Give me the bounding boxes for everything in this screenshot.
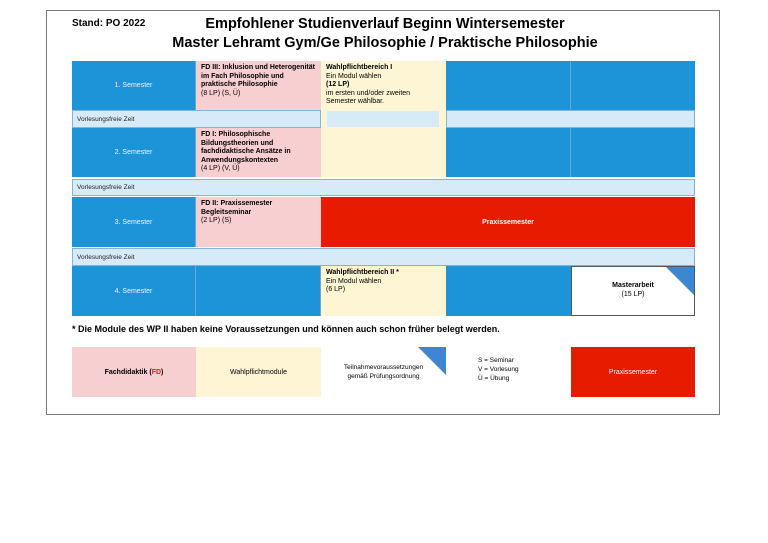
module-wp1-line1: Ein Modul wählen	[326, 72, 382, 80]
module-wp2-lp: (6 LP)	[326, 286, 346, 293]
legend-fd-abbr: FD	[151, 368, 162, 376]
prerequisite-triangle-icon	[418, 347, 446, 375]
module-fd1-title: FD I: Philosophische Bildungstheorien und fachdidaktische Ansätze in Anwendungskontexten	[201, 131, 291, 164]
title-line-2: Master Lehramt Gym/Ge Philosophie / Praktische Philosophie	[172, 35, 598, 51]
module-fd2-lp: (2 LP) (S)	[201, 217, 232, 224]
semester-2-label: 2. Semester	[72, 128, 196, 177]
legend-fd-prefix: Fachdidaktik (	[104, 368, 152, 376]
module-fd1-lp: (4 LP) (V, Ü)	[201, 165, 240, 172]
empty-cell	[196, 266, 321, 316]
module-wp1-lp: (12 LP)	[326, 81, 350, 88]
break-row-1-wp-segment	[327, 111, 439, 127]
break-row-2: Vorlesungsfreie Zeit	[72, 179, 695, 196]
break-row-1: Vorlesungsfreie Zeit	[72, 110, 321, 128]
module-wp1-title: Wahlpflichtbereich I	[326, 64, 393, 71]
break-row-3: Vorlesungsfreie Zeit	[72, 248, 695, 266]
module-fd1	[196, 128, 321, 177]
empty-cell	[446, 266, 571, 316]
footnote: * Die Module des WP II haben keine Voraussetzungen und können auch schon früher belegt werden.	[72, 324, 500, 334]
legend-praxissemester: Praxissemester	[571, 347, 695, 397]
semester-4-label: 4. Semester	[72, 266, 196, 316]
module-fd2-title: FD II: Praxissemester Begleitseminar	[201, 200, 273, 216]
legend-fd-suffix: )	[161, 368, 164, 376]
module-wp2-title: Wahlpflichtbereich II *	[326, 269, 399, 276]
empty-cell	[571, 61, 695, 110]
legend-teilnahmevoraussetzungen	[321, 347, 446, 397]
module-fd2	[196, 197, 321, 247]
legend-seminar: S = Seminar	[478, 357, 514, 364]
legend-abbreviations	[478, 356, 568, 383]
legend-wahlpflichtmodule: Wahlpflichtmodule	[196, 347, 321, 397]
legend-fachdidaktik	[72, 347, 196, 397]
legend-teil-line1: Teilnahmevoraussetzungen	[343, 364, 424, 371]
module-masterarbeit-title: Masterarbeit	[612, 282, 654, 289]
stand-label: Stand: PO 2022	[72, 18, 146, 29]
break-row-1-right	[446, 110, 695, 128]
legend-teil-line2: gemäß Prüfungsordnung	[347, 373, 420, 380]
semester-3-label: 3. Semester	[72, 197, 196, 247]
module-fd3-lp: (8 LP) (S, Ü)	[201, 89, 241, 97]
legend-uebung: Ü = Übung	[478, 375, 510, 382]
title-line-1: Empfohlener Studienverlauf Beginn Wintersemester	[205, 16, 565, 32]
module-fd3	[196, 61, 321, 110]
empty-cell	[446, 128, 571, 177]
module-wp2-line1: Ein Modul wählen	[326, 277, 382, 285]
semester-1-label: 1. Semester	[72, 61, 196, 110]
module-wp1-line2: im ersten und/oder zweiten Semester wählbar.	[326, 89, 411, 105]
module-masterarbeit-lp: (15 LP)	[621, 291, 645, 298]
legend-vorlesung: V = Vorlesung	[478, 366, 519, 373]
module-fd3-title: FD III: Inklusion und Heterogenität im Fach Philosophie und praktische Philosophie	[201, 64, 315, 88]
empty-cell	[571, 128, 695, 177]
empty-cell	[446, 61, 571, 110]
module-masterarbeit	[571, 266, 695, 316]
praxissemester-block: Praxissemester	[321, 197, 695, 247]
module-wp2	[321, 266, 446, 316]
